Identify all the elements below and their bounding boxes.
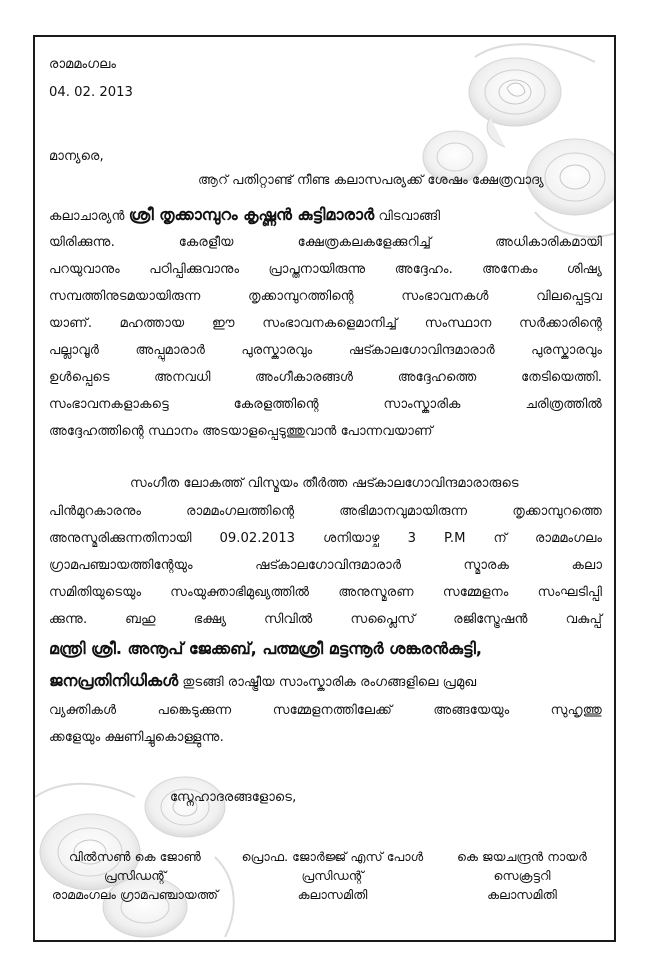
para2-line: സംഗീത ലോകത്ത് വിസ്മയം തീർത്ത ഷട്കാലഗോവിന്ദമാരാരുടെ [130,476,519,491]
para2-emphasis: ജനപ്രതിനിധികൾ [49,671,179,690]
para1-line: പറയുവാനും പഠിപ്പിക്കുവാനും പ്രാപ്തനായിരുന്നു അദ്ദേഹം. അനേകം ശിഷ്യ [49,262,602,277]
para1-text: കലാചാര്യൻ [49,209,125,224]
letter-place: രാമമംഗലം [49,57,117,72]
para1-line: യിരിക്കുന്നു. കേരളീയ ക്ഷേത്രകലകളേക്കുറിച്ച് അധികാരികമായി [49,235,602,250]
letter-frame [33,35,616,942]
para1-line: സമ്പത്തിനുടമയായിരുന്ന തൃക്കാമ്പുറത്തിന്റെ സംഭാവനകൾ വിലപ്പെട്ടവ [49,289,602,304]
signatory-kalasamithi-secretary [430,847,614,904]
para1-line: അദ്ദേഹത്തിന്റെ സ്ഥാനം അടയാളപ്പെടുത്തുവാൻ പോന്നവയാണ് [49,424,433,439]
guest-names: മന്ത്രി ശ്രീ. അനൂപ് ജേക്കബ്, പത്മശ്രീ മട്ടന്നൂർ ശങ്കരൻകുട്ടി, [49,639,482,658]
signatory-kalasamithi-president [235,847,430,904]
para1-line: ഉൾപ്പെടെ അനവധി അംഗീകാരങ്ങൾ അദ്ദേഹത്തെ തേടിയെത്തി. [49,370,602,385]
para2-line: ക്കളേയും ക്ഷണിച്ചുകൊള്ളുന്നു. [49,730,224,745]
para1-line [49,205,602,227]
para2-line [49,671,602,693]
letter-date: 04. 02. 2013 [49,85,133,100]
signatory-panchayat [35,847,235,904]
honoree-name: ശ്രീ തൃക്കാമ്പുറം കൃഷ്ണൻ കുട്ടിമാരാർ [128,205,375,224]
para1-line: പല്ലാവൂർ അപ്പുമാരാർ പുരസ്കാരവും ഷട്കാലഗോവിന്ദമാരാർ പുരസ്കാരവും [49,343,602,358]
signatory-name: വിൽസൺ കെ ജോൺ [69,849,201,864]
letter-body [35,37,614,940]
closing: സ്നേഹാദരങ്ങളോടെ, [170,790,297,805]
para2-line: വ്യക്തികൾ പങ്കെടുക്കുന്ന സമ്മേളനത്തിലേക്ക് അങ്ങയേയും സുഹൃത്തു [49,703,602,718]
para2-line: ക്കുന്നു. ബഹു ഭക്ഷ്യ സിവിൽ സപ്ലൈസ് രജിസ്ട്രേഷൻ വകുപ്പ് [49,612,602,627]
signatory-org: കലാസമിതി [487,887,557,902]
para2-line: അനുസ്മരിക്കുന്നതിനായി 09.02.2013 ശനിയാഴ്ച 3 P.M ന് രാമമംഗലം [49,531,602,546]
para1-line: സംഭാവനകളാകട്ടെ കേരളത്തിന്റെ സാംസ്കാരിക ചരിത്രത്തിൽ [49,397,602,412]
signatory-org: കലാസമിതി [297,887,368,902]
salutation: മാന്യരെ, [49,149,104,164]
signatory-name: കെ ജയചന്ദ്രൻ നായർ [457,849,587,864]
para2-text: തുടങ്ങി രാഷ്ട്രീയ സാംസ്കാരിക രംഗങ്ങളിലെ പ്രമുഖ [182,675,477,690]
signatory-name: പ്രൊഫ. ജോർജ്ജ് എസ് പോൾ [241,849,424,864]
signatory-title: പ്രസിഡന്റ് [301,868,364,883]
para2-line: പിൻമുറകാരനും രാമമംഗലത്തിന്റെ അഭിമാനവുമായിരുന്ന തൃക്കാമ്പുറത്തെ [49,504,602,519]
para2-line: ഗ്രാമപഞ്ചായത്തിന്റേയും ഷട്കാലഗോവിന്ദമാരാർ സ്മാരക കലാ [49,558,602,573]
signatory-title: സെക്രട്ടറി [493,868,551,883]
para1-line: ആറ് പതിറ്റാണ്ട് നീണ്ട കലാസപര്യക്ക് ശേഷം ക്ഷേത്രവാദ്യ [198,173,544,188]
signatory-org: രാമമംഗലം ഗ്രാമപഞ്ചായത്ത് [51,887,219,902]
para2-line: സമിതിയുടെയും സംയുക്താഭിമുഖ്യത്തിൽ അനുസ്മരണ സമ്മേളനം സംഘടിപ്പി [49,585,602,600]
para1-text: വിടവാങ്ങി [378,209,441,224]
para1-line: യാണ്. മഹത്തായ ഈ സംഭാവനകളെമാനിച്ച് സംസ്ഥാന സർക്കാരിന്റെ [49,316,602,331]
signatory-title: പ്രസിഡന്റ് [103,868,167,883]
